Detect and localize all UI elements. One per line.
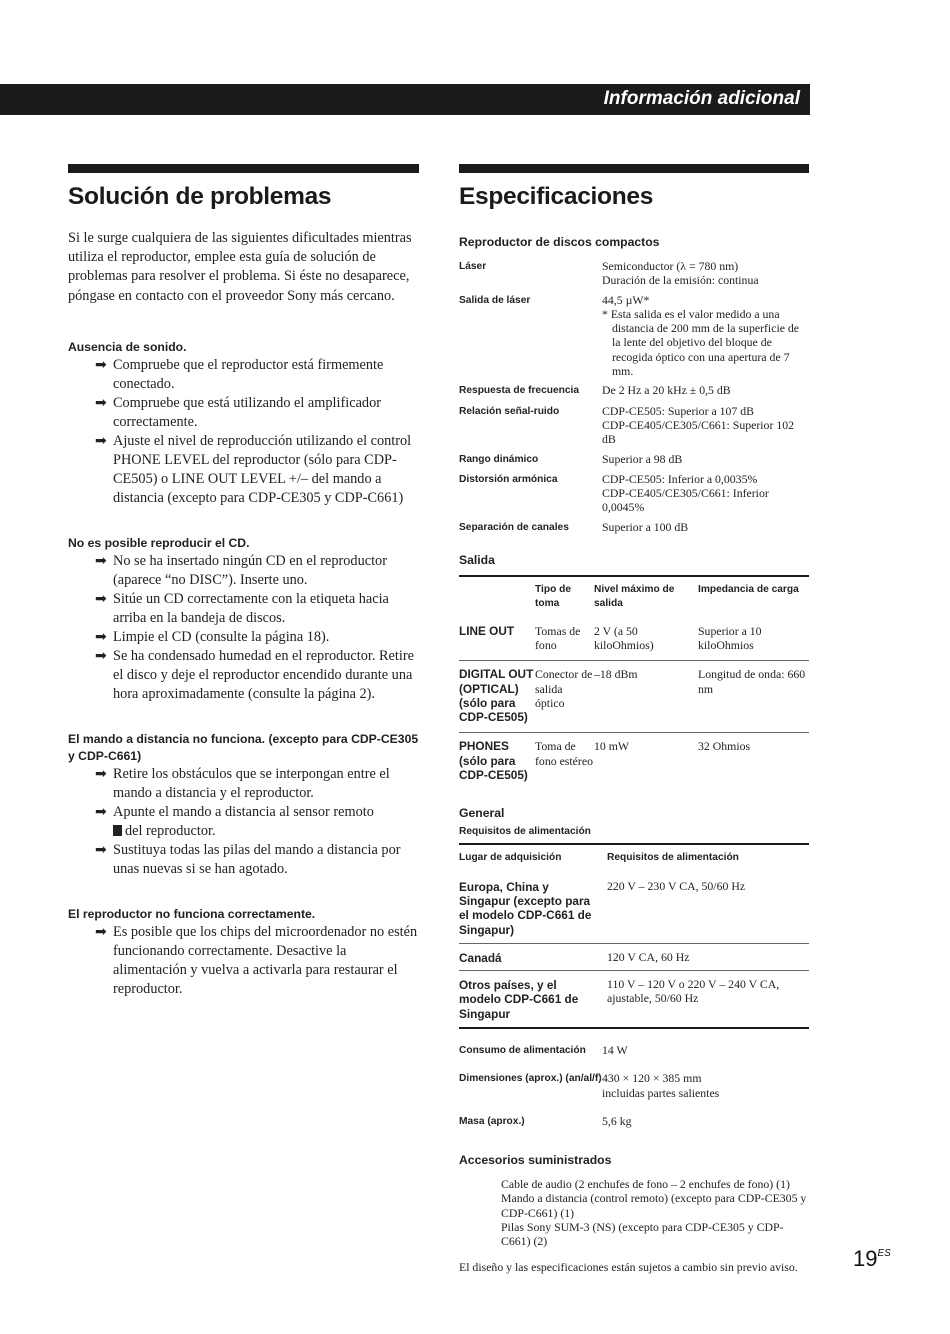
arrow-icon: ➡ — [95, 628, 107, 645]
spec-row: Salida de láser 44,5 µW* * Esta salida es el valor medido a una distancia de 200 mm de la superficie de la lente del objetivo del bloque de recogida óptico con una apertura de 7 mm. — [459, 292, 800, 379]
arrow-icon: ➡ — [95, 803, 107, 820]
arrow-icon: ➡ — [95, 394, 107, 411]
solution-item: ➡ No se ha insertado ningún CD en el reproductor (aparece “no DISC”). Inserte uno. — [95, 552, 387, 588]
spec-row: Rango dinámico Superior a 98 dB — [459, 451, 683, 466]
problem-block — [68, 339, 419, 508]
section-banner — [0, 84, 810, 115]
troubleshooting-title: Solución de problemas — [68, 183, 332, 210]
spec-row: Consumo de alimentación 14 W — [459, 1042, 628, 1057]
list-item: Mando a distancia (control remoto) (excepto para CDP-CE305 y CDP-C661) (1) — [501, 1191, 807, 1220]
cd-spec-list — [459, 259, 809, 535]
arrow-icon: ➡ — [95, 590, 107, 607]
solution-item: ➡ Apunte el mando a distancia al sensor remoto del reproductor. — [95, 803, 374, 839]
problem-title: Ausencia de sonido. — [68, 339, 187, 354]
table-row: PHONES (sólo para CDP-CE505) Toma de fono estéreo 10 mW 32 Ohmios — [459, 739, 751, 783]
arrow-icon: ➡ — [95, 841, 107, 858]
arrow-icon: ➡ — [95, 552, 107, 569]
solution-item: ➡ Ajuste el nivel de reproducción utilizando el control PHONE LEVEL del reproductor (sólo para CDP-CE505) o LINE OUT LEVEL +/– del mando a distancia (excepto para CDP-CE305 y CDP-C661) — [95, 432, 412, 506]
table-row: Europa, China y Singapur (excepto para el modelo CDP-C661 de Singapur) 220 V – 230 V CA, 50/60 Hz — [459, 872, 809, 944]
heading-rule — [459, 164, 809, 173]
problem-block — [68, 535, 419, 704]
spec-row: Distorsión armónica CDP-CE505: Inferior a 0,0035% CDP-CE405/CE305/C661: Inferior 0,0045% — [459, 471, 769, 515]
solution-item: ➡ Es posible que los chips del microordenador no estén funcionando correctamente. Desactive la alimentación y vuelva a activarla para restaurar el reproductor. — [95, 923, 418, 997]
output-subheading: Salida — [459, 553, 495, 568]
spec-row: Láser Semiconductor (λ = 780 nm) Duración de la emisión: continua — [459, 259, 759, 288]
problem-title: El reproductor no funciona correctamente. — [68, 906, 316, 921]
spec-row: Separación de canales Superior a 100 dB — [459, 519, 689, 534]
problem-block — [68, 731, 419, 879]
accessories-subheading: Accesorios suministrados — [459, 1153, 612, 1168]
general-subheading: General — [459, 806, 505, 821]
table-row: Otros países, y el modelo CDP-C661 de Singapur 110 V – 120 V o 220 V – 240 V CA, ajustable, 50/60 Hz — [459, 971, 809, 1028]
disclaimer: El diseño y las especificaciones están sujetos a cambio sin previo aviso. — [459, 1259, 798, 1274]
troubleshooting-intro: Si le surge cualquiera de las siguientes dificultades mientras utiliza el reproductor, emplee esta guía de solución de problemas para resolver el problema. Si éste no desaparece, póngase en contacto con el proveedor Sony más cercano. — [68, 230, 412, 304]
arrow-icon: ➡ — [95, 647, 107, 664]
solution-item: ➡ Retire los obstáculos que se interpongan entre el mando a distancia y el reproductor. — [95, 765, 390, 801]
general-spec-list — [459, 1043, 809, 1129]
solution-item: ➡ Compruebe que el reproductor está firmemente conectado. — [95, 356, 384, 392]
cd-player-subheading: Reproductor de discos compactos — [459, 235, 660, 249]
table-row: LINE OUT Tomas de fono 2 V (a 50 kiloOhmios) Superior a 10 kiloOhmios — [459, 618, 809, 661]
banner-title: Información adicional — [603, 88, 800, 109]
table-row: DIGITAL OUT (OPTICAL) (sólo para CDP-CE505) Conector de salida óptico –18 dBm Longitud de onda: 660 nm — [459, 661, 809, 733]
output-table — [459, 575, 809, 786]
arrow-icon: ➡ — [95, 356, 107, 373]
problem-block — [68, 906, 419, 999]
problem-title: El mando a distancia no funciona. (excepto para CDP-CE305 y CDP-C661) — [68, 731, 419, 763]
power-requirements-label: Requisitos de alimentación — [459, 826, 591, 838]
arrow-icon: ➡ — [95, 923, 107, 940]
table-row: Canadá 120 V CA, 60 Hz — [459, 943, 809, 970]
remote-sensor-icon — [113, 825, 122, 836]
problem-title: No es posible reproducir el CD. — [68, 535, 250, 550]
arrow-icon: ➡ — [95, 432, 107, 449]
solution-item: ➡ Sustituya todas las pilas del mando a distancia por unas nuevas si se han agotado. — [95, 841, 401, 877]
list-item: Pilas Sony SUM-3 (NS) (excepto para CDP-CE305 y CDP-C661) (2) — [501, 1220, 784, 1249]
power-table — [459, 843, 809, 1029]
spec-row: Relación señal-ruido CDP-CE505: Superior a 107 dB CDP-CE405/CE305/C661: Superior 102 dB — [459, 403, 795, 447]
accessories-list — [459, 1177, 809, 1248]
table-header-row: Tipo de toma Nivel máximo de salida Impedancia de carga — [459, 576, 809, 618]
solution-item: ➡ Sitúe un CD correctamente con la etiqueta hacia arriba en la bandeja de discos. — [95, 590, 389, 626]
spec-row: Dimensiones (aprox.) (an/al/f) 430 × 120 × 385 mm incluidas partes salientes — [459, 1071, 720, 1100]
table-header-row: Lugar de adquisición Requisitos de alimentación — [459, 844, 809, 871]
list-item: Cable de audio (2 enchufes de fono – 2 enchufes de fono) (1) — [501, 1177, 790, 1192]
heading-rule — [68, 164, 419, 173]
solution-item: ➡ Se ha condensado humedad en el reproductor. Retire el disco y deje el reproductor encendido durante una hora aproximadamente (consulte la página 2). — [95, 647, 414, 702]
page-number: $19^{ES}$ — [853, 1246, 891, 1271]
solution-item: ➡ Limpie el CD (consulte la página 18). — [95, 628, 330, 645]
specifications-title: Especificaciones — [459, 183, 654, 210]
specifications-column — [459, 164, 809, 1274]
arrow-icon: ➡ — [95, 765, 107, 782]
troubleshooting-column — [68, 164, 419, 999]
solution-item: ➡ Compruebe que está utilizando el amplificador correctamente. — [95, 394, 381, 430]
language-code: ES — [877, 1248, 891, 1259]
spec-row: Respuesta de frecuencia De 2 Hz a 20 kHz ± 0,5 dB — [459, 383, 731, 398]
spec-row: Masa (aprox.) 5,6 kg — [459, 1113, 632, 1128]
